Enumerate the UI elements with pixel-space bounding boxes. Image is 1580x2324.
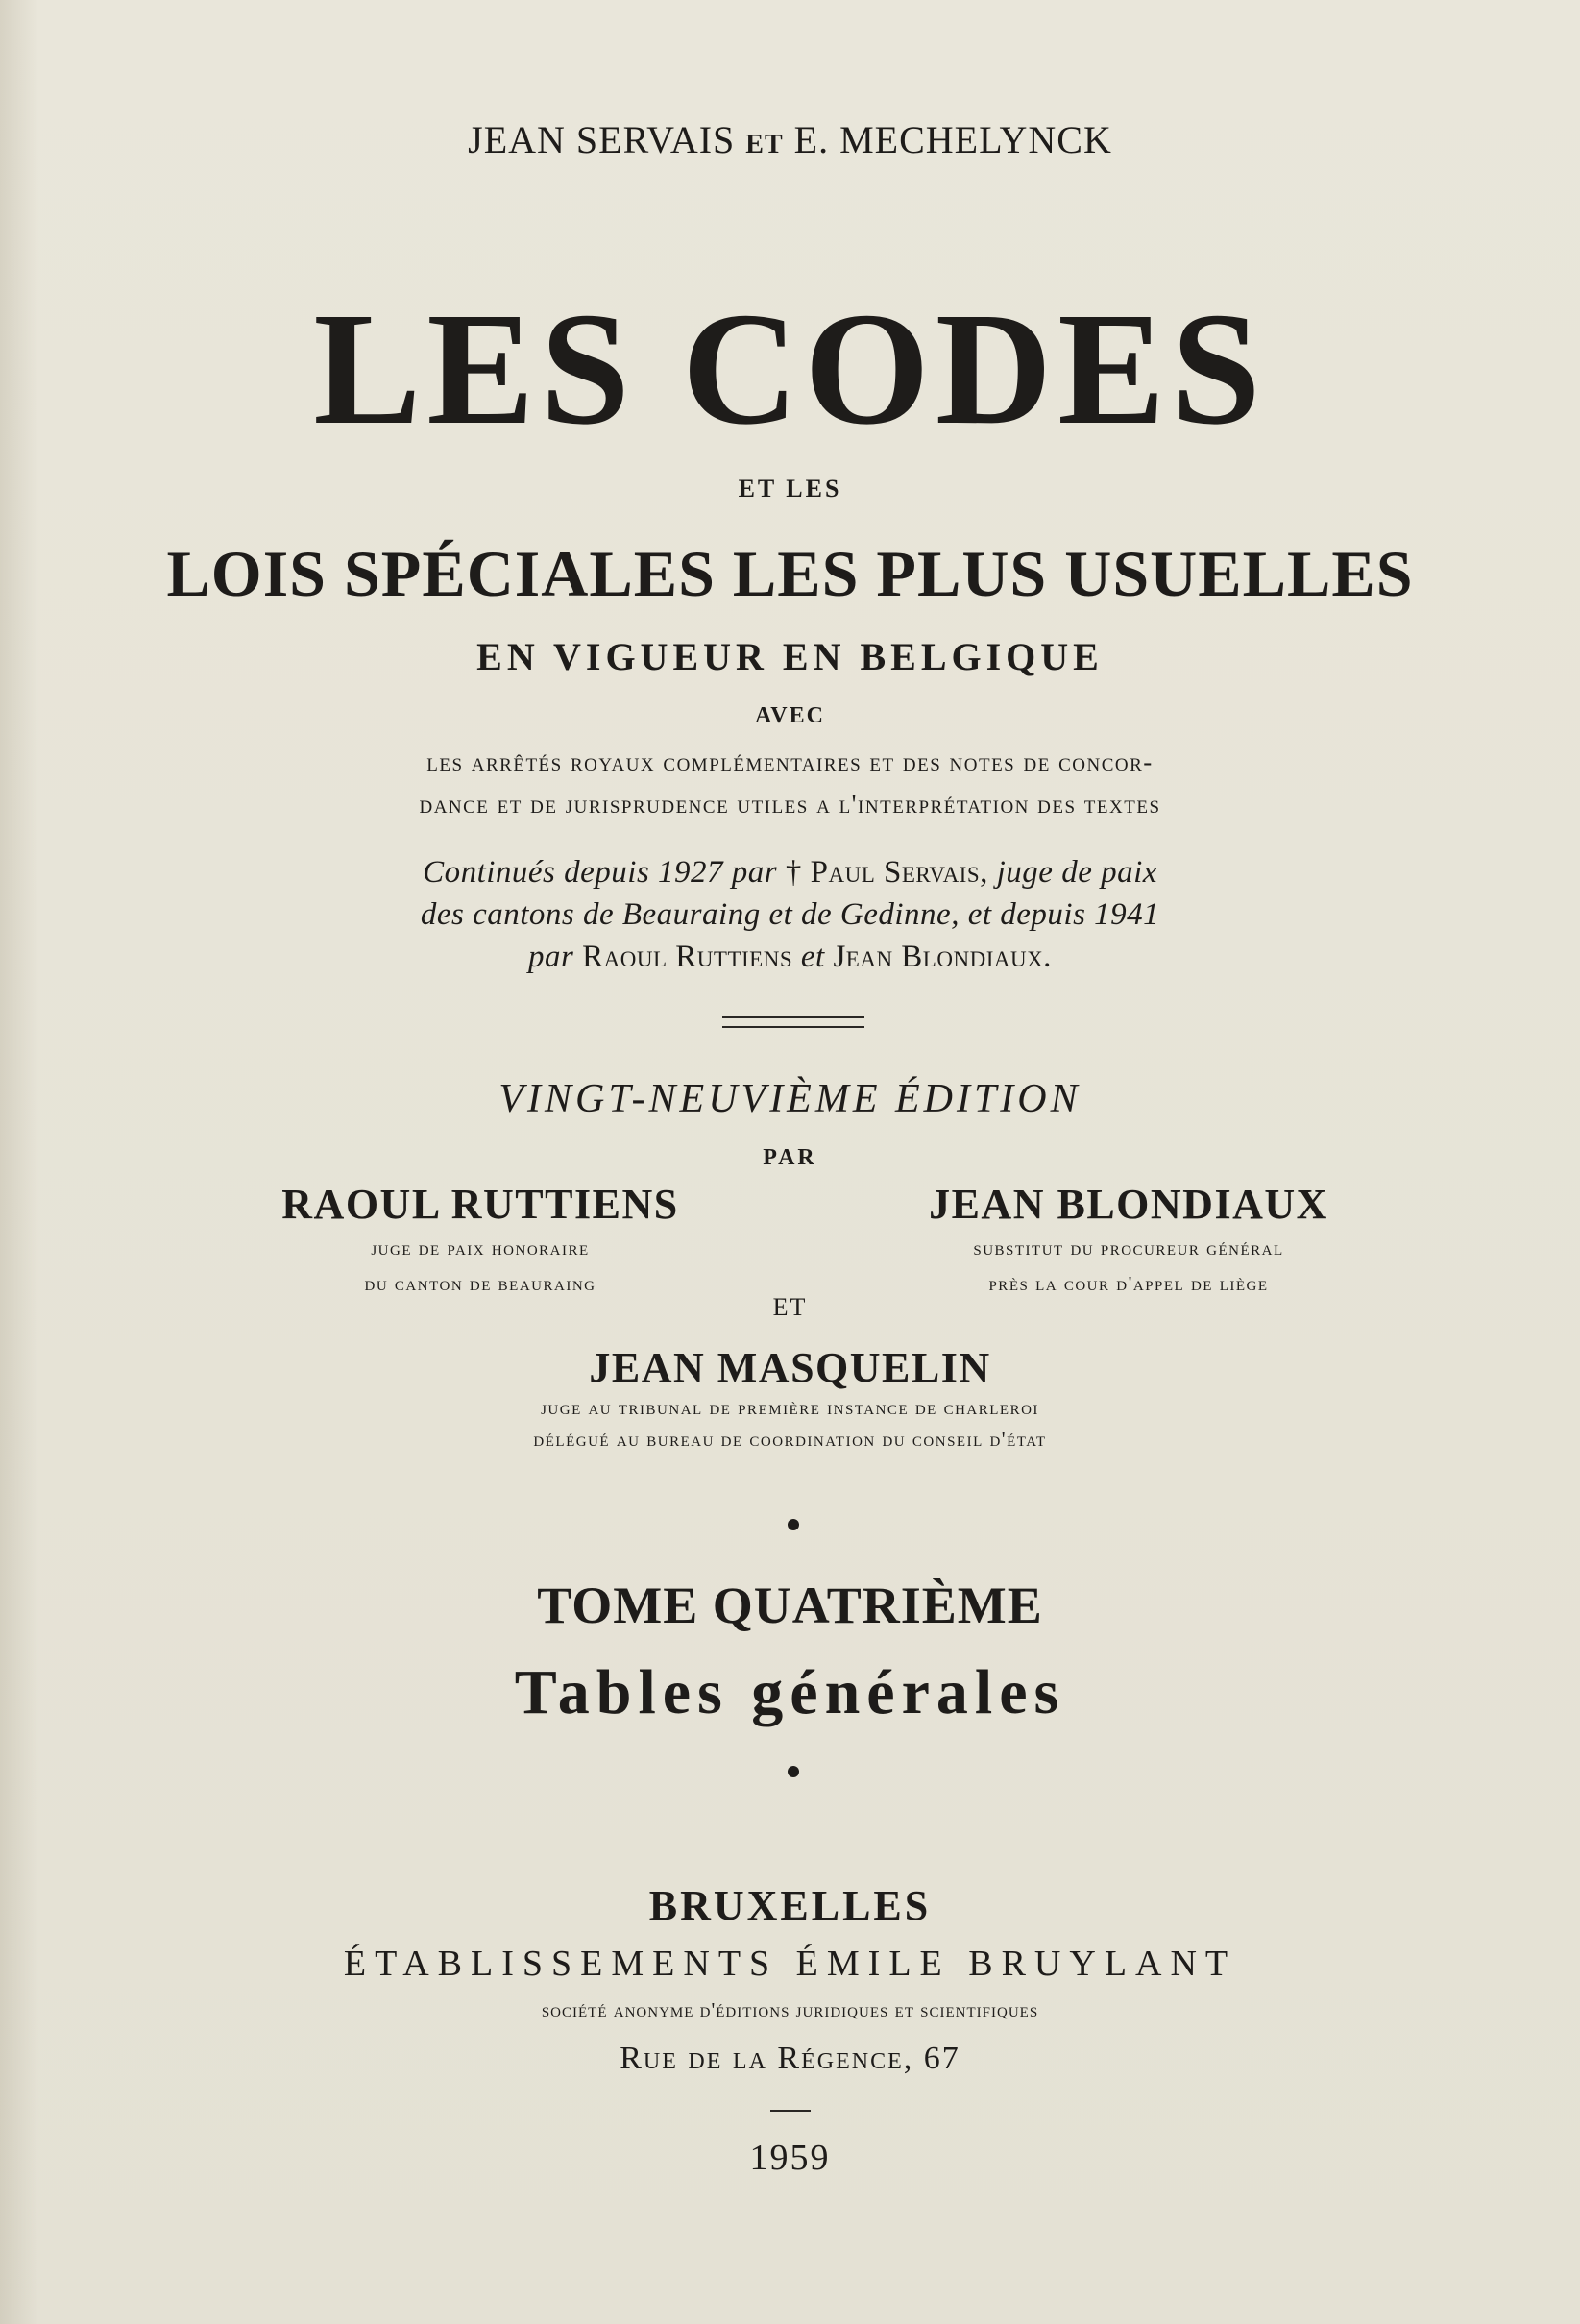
main-title: LES CODES xyxy=(313,280,1267,458)
double-rule-top xyxy=(722,1016,864,1018)
editor-masquelin xyxy=(0,1343,1580,1456)
editor-role: juge de paix honoraire xyxy=(371,1236,590,1260)
editor-role: près la cour d'appel de liège xyxy=(988,1272,1269,1295)
continuation-et: et xyxy=(800,940,825,974)
editor-name: JEAN BLONDIAUX xyxy=(929,1181,1328,1228)
editor-blondiaux xyxy=(874,1180,1383,1300)
continuation-line-2: des cantons de Beauraing et de Gedinne, et depuis 1941 xyxy=(420,897,1160,932)
avec-label: AVEC xyxy=(755,703,825,728)
editor-role: du canton de beauraing xyxy=(364,1272,596,1295)
editors-conjunction: ET xyxy=(772,1293,808,1321)
description-line-1: les arrêtés royaux complémentaires et des notes de concor- xyxy=(426,747,1154,776)
imprint-year: 1959 xyxy=(749,2138,831,2178)
continuation-text-b: juge de paix xyxy=(996,855,1157,890)
editor-role: juge au tribunal de première instance de charleroi xyxy=(541,1396,1039,1419)
editor-name: RAOUL RUTTIENS xyxy=(281,1181,679,1228)
authors-conjunction: ET xyxy=(745,130,784,159)
bullet-ornament xyxy=(788,1519,799,1530)
imprint-society: société anonyme d'éditions juridiques et scientifiques xyxy=(541,1998,1039,2021)
short-rule xyxy=(770,2110,811,2112)
author-servais: JEAN SERVAIS xyxy=(468,118,736,161)
continuation-name-paul-servais: Paul Servais, xyxy=(810,855,988,890)
editor-role: substitut du procureur général xyxy=(973,1236,1284,1260)
title-connector: ET LES xyxy=(738,475,842,502)
imprint-city: BRUXELLES xyxy=(648,1882,932,1929)
bullet-ornament xyxy=(788,1766,799,1777)
tome-label: TOME QUATRIÈME xyxy=(537,1577,1043,1634)
tome-subject: Tables générales xyxy=(514,1657,1066,1727)
author-mechelynck: E. MECHELYNCK xyxy=(793,118,1112,161)
editor-ruttiens xyxy=(231,1180,730,1300)
editor-name: JEAN MASQUELIN xyxy=(589,1344,991,1391)
editor-role: délégué au bureau de coordination du conseil d'état xyxy=(533,1428,1047,1451)
subtitle: LOIS SPÉCIALES LES PLUS USUELLES xyxy=(166,537,1414,610)
edition-par: PAR xyxy=(763,1145,817,1170)
imprint-address: Rue de la Régence, 67 xyxy=(620,2041,960,2076)
continuation-line-3 xyxy=(0,940,1580,975)
subtitle-vigueur: EN VIGUEUR EN BELGIQUE xyxy=(476,635,1104,678)
description-line-2: dance et de jurisprudence utiles a l'interprétation des textes xyxy=(419,790,1161,819)
continuation-text-a: Continués depuis 1927 par xyxy=(423,855,778,890)
continuation-line-1 xyxy=(0,855,1580,891)
continuation-name-ruttiens: Raoul Ruttiens xyxy=(582,940,793,974)
continuation-par: par xyxy=(528,940,574,974)
double-rule-bottom xyxy=(722,1026,864,1028)
imprint-publisher: ÉTABLISSEMENTS ÉMILE BRUYLANT xyxy=(343,1944,1237,1984)
edition-label: VINGT-NEUVIÈME ÉDITION xyxy=(498,1077,1082,1121)
cross-symbol: † xyxy=(785,855,802,890)
continuation-name-blondiaux: Jean Blondiaux. xyxy=(833,940,1052,974)
authors-line xyxy=(0,117,1580,162)
